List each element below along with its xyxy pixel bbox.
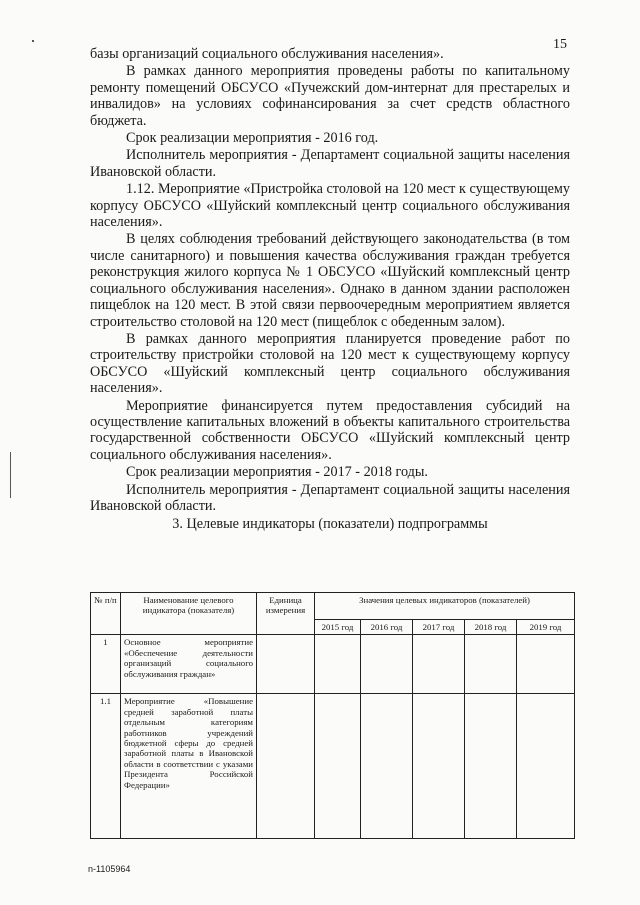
row-value	[413, 635, 465, 694]
row-value	[517, 694, 575, 839]
row-value	[361, 635, 413, 694]
row-name: Мероприятие «Повышение средней заработной платы отдельным категориям работников учреждений бюджетной сферы до средней заработной платы в Ивановской области в соответствии с указами Президента Российской Федерации»	[121, 694, 257, 839]
row-value	[465, 635, 517, 694]
row-value	[315, 635, 361, 694]
row-value	[517, 635, 575, 694]
paragraph: Исполнитель мероприятия - Департамент социальной защиты населения Ивановской области.	[90, 147, 570, 180]
paragraph: В целях соблюдения требований действующего законодательства (в том числе санитарного) и повышения качества обслуживания граждан требуется реконструкция жилого корпуса № 1 ОБСУСО «Шуйский комплексный центр социального обслуживания населения». Однако в данном здании расположен пищеблок на 120 мест. В этой связи первоочередным мероприятием является строительство столовой на 120 мест (пищеблок с обеденным залом).	[90, 231, 570, 330]
paragraph: базы организаций социального обслуживания населения».	[90, 46, 444, 62]
paragraph: В рамках данного мероприятия проведены работы по капитальному ремонту помещений ОБСУСО «Пучежский дом-интернат для престарелых и инвалидов» на условиях софинансирования за счет средств областного бюджета.	[90, 63, 570, 129]
paragraph: В рамках данного мероприятия планируется проведение работ по строительству пристройки столовой на 120 мест к существующему корпусу ОБСУСО «Шуйский комплексный центр социального обслуживания населения».	[90, 330, 570, 397]
scan-dot-mark	[32, 40, 34, 42]
paragraph: Мероприятие финансируется путем предоставления субсидий на осуществление капитальных вложений в объекты капитального строительства государственной собственности ОБСУСО «Шуйский комплексный центр социального обслуживания населения».	[90, 397, 570, 463]
table-row	[91, 694, 575, 839]
paragraph: 1.12. Мероприятие «Пристройка столовой на 120 мест к существующему корпусу ОБСУСО «Шуйский комплексный центр социального обслуживания населения».	[90, 181, 570, 231]
scan-margin-mark	[10, 452, 11, 498]
row-value	[465, 694, 517, 839]
col-header-year: 2017 год	[413, 620, 465, 635]
col-header-unit: Единица измерения	[257, 593, 315, 635]
row-unit	[257, 694, 315, 839]
table-row	[91, 635, 575, 694]
row-unit	[257, 635, 315, 694]
page-number: 15	[553, 37, 567, 52]
col-header-values-group: Значения целевых индикаторов (показателей)	[315, 593, 575, 620]
col-header-num: № п/п	[91, 593, 121, 635]
row-value	[315, 694, 361, 839]
col-header-year: 2018 год	[465, 620, 517, 635]
row-number: 1	[91, 635, 121, 694]
table-header-row	[91, 593, 575, 620]
row-name: Основное мероприятие «Обеспечение деятельности организаций социального обслуживания граждан»	[121, 635, 257, 694]
col-header-year: 2015 год	[315, 620, 361, 635]
section-heading: 3. Целевые индикаторы (показатели) подпрограммы	[172, 516, 488, 533]
row-value	[361, 694, 413, 839]
row-value	[413, 694, 465, 839]
col-header-name: Наименование целевого индикатора (показателя)	[121, 593, 257, 635]
col-header-year: 2019 год	[517, 620, 575, 635]
row-number: 1.1	[91, 694, 121, 839]
document-body	[90, 46, 570, 534]
document-code: n-1105964	[88, 864, 131, 874]
paragraph: Срок реализации мероприятия - 2017 - 2018 годы.	[126, 464, 428, 481]
paragraph: Исполнитель мероприятия - Департамент социальной защиты населения Ивановской области.	[90, 481, 570, 514]
paragraph: Срок реализации мероприятия - 2016 год.	[126, 130, 379, 147]
col-header-year: 2016 год	[361, 620, 413, 635]
indicators-table	[90, 592, 575, 839]
